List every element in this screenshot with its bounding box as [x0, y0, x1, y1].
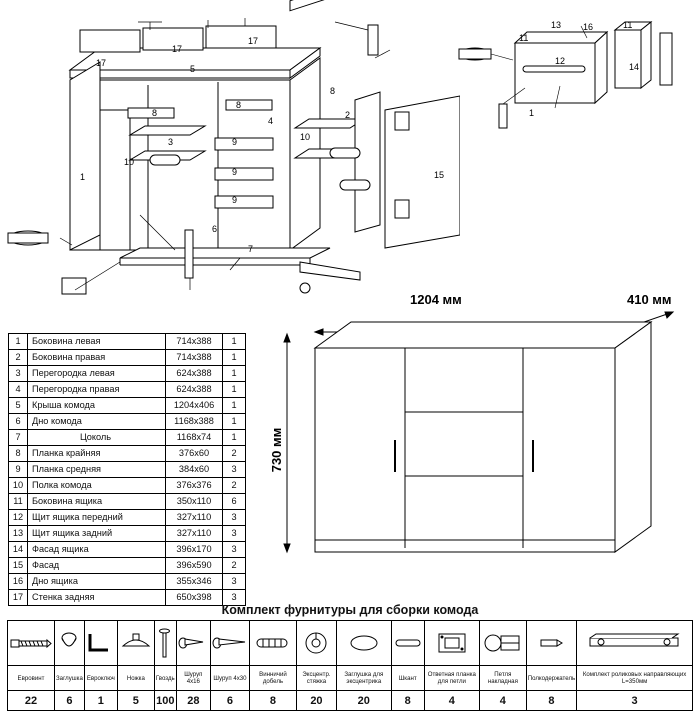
part-name: Полка комода [28, 478, 166, 494]
hardware-count: 6 [55, 691, 85, 711]
part-name: Крыша комода [28, 398, 166, 414]
hardware-label: Евровинт [8, 666, 55, 691]
part-size: 1168x74 [166, 430, 223, 446]
hardware-kit-table [7, 620, 693, 711]
part-size: 396x170 [166, 542, 223, 558]
part-number: 3 [9, 366, 28, 382]
hardware-count: 5 [117, 691, 154, 711]
hardware-label: Гвоздь [154, 666, 176, 691]
shelf-support-icon [526, 621, 577, 666]
eccentric-coupler-icon [296, 621, 336, 666]
part-number: 2 [9, 350, 28, 366]
svg-text:16: 16 [583, 22, 594, 32]
svg-text:14: 14 [629, 62, 640, 72]
hardware-count: 4 [480, 691, 527, 711]
svg-text:3: 3 [168, 137, 174, 147]
part-number: 7 [9, 430, 28, 446]
screw-4x30-icon [210, 621, 249, 666]
table-row [9, 366, 246, 382]
part-size: 1204x406 [166, 398, 223, 414]
part-name: Планка средняя [28, 462, 166, 478]
table-row [9, 526, 246, 542]
svg-text:8: 8 [330, 86, 336, 96]
hardware-label: Петля накладная [480, 666, 527, 691]
hardware-label: Комплект роликовых направляющих L=350мм [577, 666, 693, 691]
hardware-label: Ножка [117, 666, 154, 691]
part-number: 9 [9, 462, 28, 478]
part-name: Фасад [28, 558, 166, 574]
svg-text:7: 7 [248, 244, 254, 254]
part-qty: 1 [223, 382, 246, 398]
table-row [9, 478, 246, 494]
part-size: 624x388 [166, 382, 223, 398]
hardware-count: 8 [391, 691, 424, 711]
svg-text:17: 17 [96, 58, 107, 68]
svg-text:8: 8 [236, 100, 242, 110]
part-number: 15 [9, 558, 28, 574]
hardware-count: 20 [296, 691, 336, 711]
hardware-count: 20 [336, 691, 391, 711]
svg-text:10: 10 [124, 157, 135, 167]
part-qty: 3 [223, 590, 246, 606]
part-size: 376x376 [166, 478, 223, 494]
parts-table [8, 333, 246, 606]
hardware-label: Полкодержатель [526, 666, 577, 691]
part-size: 624x388 [166, 366, 223, 382]
hardware-count: 22 [8, 691, 55, 711]
part-size: 714x388 [166, 334, 223, 350]
part-number: 6 [9, 414, 28, 430]
part-name: Боковина левая [28, 334, 166, 350]
hardware-count: 6 [210, 691, 249, 711]
svg-text:1: 1 [80, 172, 86, 182]
part-size: 714x388 [166, 350, 223, 366]
part-size: 396x590 [166, 558, 223, 574]
allen-key-icon [84, 621, 117, 666]
part-size: 327x110 [166, 526, 223, 542]
part-qty: 1 [223, 398, 246, 414]
table-row [9, 350, 246, 366]
part-qty: 2 [223, 446, 246, 462]
hardware-label: Эксцентр. стяжка [296, 666, 336, 691]
svg-text:1: 1 [529, 108, 535, 118]
part-number: 8 [9, 446, 28, 462]
table-row [9, 334, 246, 350]
hardware-label: Шуруп 4х30 [210, 666, 249, 691]
cap-icon [55, 621, 85, 666]
assembly-diagram [0, 0, 460, 310]
part-qty: 1 [223, 334, 246, 350]
part-qty: 2 [223, 558, 246, 574]
part-qty: 3 [223, 526, 246, 542]
hardware-count: 100 [154, 691, 176, 711]
hardware-label: Шкант [391, 666, 424, 691]
svg-text:13: 13 [551, 20, 562, 30]
leg-icon [117, 621, 154, 666]
part-name: Щит ящика передний [28, 510, 166, 526]
table-row [9, 446, 246, 462]
svg-text:6: 6 [212, 224, 218, 234]
table-row [9, 398, 246, 414]
dimensioned-cabinet-drawing [255, 290, 700, 610]
part-qty: 3 [223, 574, 246, 590]
hardware-label: Заглушка [55, 666, 85, 691]
part-number: 1 [9, 334, 28, 350]
hardware-count: 28 [176, 691, 210, 711]
hardware-count: 3 [577, 691, 693, 711]
hardware-count: 1 [84, 691, 117, 711]
svg-text:17: 17 [172, 44, 183, 54]
part-name: Дно ящика [28, 574, 166, 590]
part-name: Перегородка левая [28, 366, 166, 382]
part-size: 650x398 [166, 590, 223, 606]
part-qty: 3 [223, 462, 246, 478]
table-row [9, 574, 246, 590]
dowel-icon [249, 621, 296, 666]
part-number: 17 [9, 590, 28, 606]
part-size: 384x60 [166, 462, 223, 478]
part-name: Стенка задняя [28, 590, 166, 606]
part-qty: 6 [223, 494, 246, 510]
svg-text:9: 9 [232, 167, 238, 177]
part-qty: 1 [223, 414, 246, 430]
hinge-icon [480, 621, 527, 666]
euro-screw-icon [8, 621, 55, 666]
table-row [9, 414, 246, 430]
hinge-plate-icon [424, 621, 479, 666]
part-name: Щит ящика задний [28, 526, 166, 542]
drawer-slide-icon [577, 621, 693, 666]
hardware-label: Заглушка для эксцентрика [336, 666, 391, 691]
part-qty: 2 [223, 478, 246, 494]
svg-text:4: 4 [268, 116, 274, 126]
part-name: Боковина ящика [28, 494, 166, 510]
svg-text:9: 9 [232, 195, 238, 205]
svg-text:2: 2 [345, 110, 351, 120]
svg-text:5: 5 [190, 64, 196, 74]
svg-text:11: 11 [623, 20, 633, 30]
svg-text:17: 17 [248, 36, 259, 46]
part-size: 327x110 [166, 510, 223, 526]
part-number: 5 [9, 398, 28, 414]
part-number: 13 [9, 526, 28, 542]
part-name: Перегородка правая [28, 382, 166, 398]
part-name: Фасад ящика [28, 542, 166, 558]
hardware-kit-title: Комплект фурнитуры для сборки комода [221, 603, 479, 617]
table-row [9, 542, 246, 558]
hardware-label: Ответная планка для петли [424, 666, 479, 691]
table-row [9, 462, 246, 478]
svg-text:10: 10 [300, 132, 311, 142]
drawer-detail-diagram [455, 8, 695, 133]
svg-text:12: 12 [555, 56, 566, 66]
part-qty: 3 [223, 510, 246, 526]
depth-dimension-label: 410 мм [627, 292, 672, 307]
hardware-label: Винничий добель [249, 666, 296, 691]
part-name: Цоколь [28, 430, 166, 446]
svg-text:8: 8 [152, 108, 158, 118]
part-number: 10 [9, 478, 28, 494]
part-name: Дно комода [28, 414, 166, 430]
part-size: 1168x388 [166, 414, 223, 430]
part-qty: 1 [223, 350, 246, 366]
svg-text:9: 9 [232, 137, 238, 147]
nail-icon [154, 621, 176, 666]
part-size: 355x346 [166, 574, 223, 590]
part-number: 14 [9, 542, 28, 558]
hardware-count: 8 [249, 691, 296, 711]
part-qty: 1 [223, 366, 246, 382]
part-size: 350x110 [166, 494, 223, 510]
part-name: Боковина правая [28, 350, 166, 366]
part-name: Планка крайняя [28, 446, 166, 462]
hardware-label: Шуруп 4х16 [176, 666, 210, 691]
eccentric-cap-icon [336, 621, 391, 666]
table-row [9, 494, 246, 510]
part-qty: 1 [223, 430, 246, 446]
table-row [9, 510, 246, 526]
part-number: 12 [9, 510, 28, 526]
hardware-count: 8 [526, 691, 577, 711]
screw-4x16-icon [176, 621, 210, 666]
part-number: 11 [9, 494, 28, 510]
table-row [9, 382, 246, 398]
width-dimension-label: 1204 мм [410, 292, 462, 307]
table-row [9, 430, 246, 446]
svg-text:11: 11 [519, 33, 529, 43]
dowel-pin-icon [391, 621, 424, 666]
height-dimension-label: 730 мм [269, 427, 284, 473]
svg-text:15: 15 [434, 170, 445, 180]
part-number: 16 [9, 574, 28, 590]
part-size: 376x60 [166, 446, 223, 462]
hardware-count: 4 [424, 691, 479, 711]
part-qty: 3 [223, 542, 246, 558]
hardware-label: Евроключ [84, 666, 117, 691]
part-number: 4 [9, 382, 28, 398]
table-row [9, 558, 246, 574]
